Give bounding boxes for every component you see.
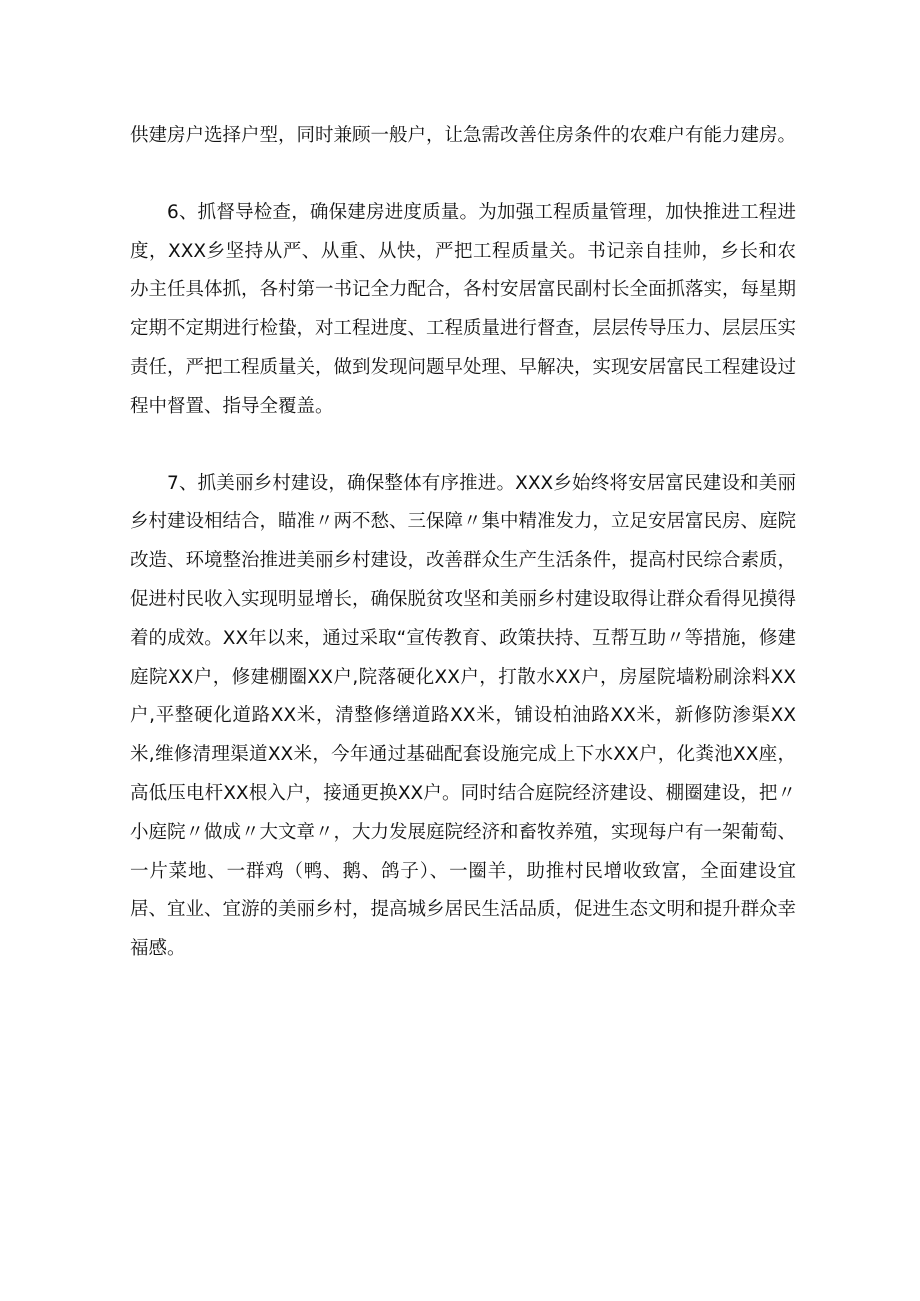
paragraph-beautiful-village: 7、抓美丽乡村建设，确保整体有序推进。XXX乡始终将安居富民建设和美丽乡村建设相结合，瞄准〃两不愁、三保障〃集中精准发力，立足安居富民房、庭院改造、环境整治推进美丽乡村建设，改善群众生产生活条件，提高村民综合素质，促进村民收入实现明显增长，确保脱贫攻坚和美丽乡村建设取得让群众看得见摸得着的成效。XX年以来，通过采取“宣传教育、政策扶持、互帮互助〃等措施，修建庭院XX户，修建棚圈XX户,院落硬化XX户，打散水XX户，房屋院墙粉刷涂料XX户,平整硬化道路XX米，清整修缮道路XX米，铺设柏油路XX米，新修防渗渠XX米,维修清理渠道XX米，今年通过基础配套设施完成上下水XX户，化粪池XX座，高低压电杆XX根入户，接通更换XX户。同时结合庭院经济建设、棚圈建设，把〃小庭院〃做成〃大文章〃，大力发展庭院经济和畜牧养殖，实现每户有一架葡萄、一片菜地、一群鸡（鸭、鹅、鸽子）、一圈羊，助推村民增收致富，全面建设宜居、宜业、宜游的美丽乡村，提高城乡居民生活品质，促进生态文明和提升群众幸福感。 bbox=[130, 472, 797, 960]
paragraph-gap bbox=[130, 156, 796, 194]
document-body bbox=[130, 117, 796, 969]
paragraph-continuation: 供建房户选择户型，同时兼顾一般户，让急需改善住房条件的农难户有能力建房。 bbox=[130, 125, 797, 146]
paragraph-supervision: 6、抓督导检查，确保建房进度质量。为加强工程质量管理，加快推进工程进度，XXX乡坚持从严、从重、从快，严把工程质量关。书记亲自挂帅，乡长和农办主任具体抓，各村第一书记全力配合，各村安居富民副村长全面抓落实，每星期定期不定期进行检蛰，对工程进度、工程质量进行督查，层层传导压力、层层压实责任，严把工程质量关，做到发现问题早处理、早解决，实现安居富民工程建设过程中督置、指导全覆盖。 bbox=[130, 201, 797, 417]
paragraph-gap bbox=[130, 427, 796, 465]
